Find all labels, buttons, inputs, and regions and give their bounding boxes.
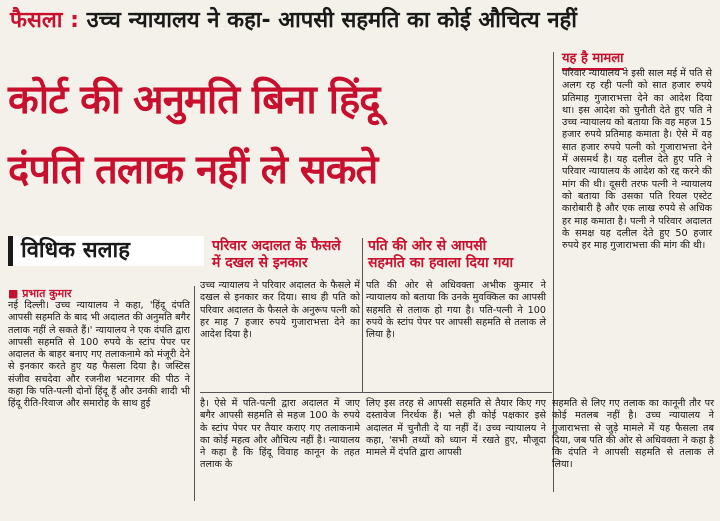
subheading-1 [212, 238, 341, 272]
subheading-1-line-2: में दखल से इनकार [212, 255, 308, 271]
article-bottom-4: सहमति से लिए गए तलाक का कानूनी तौर पर कोई मतलब नहीं है। उच्च न्यायालय ने गुजाराभत्ता से जुड़े मामले में यह फैसला तब दिया, जब पति की ओर से अधिवक्ता ने कहा है कि दंपति ने आपसी सहमति से तलाक ले लिया। [552, 398, 714, 471]
category-tag: विधिक सलाह [8, 236, 204, 266]
article-bottom-3: लिए इस तरह से आपसी सहमति से तैयार किए गए दस्तावेज निरर्थक हैं। भले ही कोई पक्षकार इसे अदालत में चुनौती दे या नहीं दें। उच्च न्यायालय ने कहा, 'सभी तथ्यों को ध्यान में रखते हुए, मौजूदा मामले में दंपति द्वारा आपसी [366, 398, 546, 459]
subheading-2-line-2: सहमति का हवाला दिया गया [368, 255, 514, 271]
section-divider [200, 392, 552, 393]
subheading-divider [362, 238, 363, 392]
headline-line-2: दंपति तलाक नहीं ले सकते [8, 147, 378, 193]
column-divider-1 [194, 286, 195, 501]
headline-line-1: कोर्ट की अनुमति बिना हिंदू [8, 77, 380, 123]
subheading-2-line-1: पति की ओर से आपसी [368, 238, 487, 254]
kicker-text: उच्च न्यायालय ने कहा- आपसी सहमति का कोई औचित्य नहीं [86, 8, 577, 33]
sidebar-title: यह है मामला [562, 48, 624, 70]
subheading-2 [368, 238, 513, 272]
article-column-3: पति की ओर से अधिवक्ता अभीक कुमार ने न्यायालय को बताया कि उनके मुवक्किल का आपसी सहमति से तलाक हो गया है। पति-पत्नी ने 100 रुपये के स्टांप पेपर पर आपसी सहमति से तलाक ले लिया है। [366, 280, 546, 341]
article-column-1: नई दिल्ली। उच्च न्यायालय ने कहा, 'हिंदू दंपति आपसी सहमति के बाद भी अदालत की अनुमति बगैर तलाक नहीं ले सकते हैं।' न्यायालय ने एक दंपति द्वारा आपसी सहमति से 100 रुपये के स्टांप पेपर पर अदालत के बाहर बनाए गए तलाकनामे को मंजूरी देने से इनकार करते हुए यह फैसला दिया है। जस्टिस संजीव सचदेवा और रजनीश भटनागर की पीठ ने कहा कि पति-पत्नी दोनों हिंदू हैं और उनकी शादी भी हिंदू रीति-रिवाज और समारोह के साथ हुई [8, 300, 190, 410]
sidebar-body: परिवार न्यायालय ने इसी साल मई में पति से अलग रह रही पत्नी को सात हजार रुपये प्रतिमाह गुजाराभत्ता देने का आदेश दिया था। इस आदेश को चुनौती देते हुए पति ने उच्च न्यायालय को बताया कि वह महज 15 हजार रुपये प्रतिमाह कमाता है। ऐसे में वह सात हजार रुपये पत्नी को गुजाराभत्ता देने में असमर्थ है। यह दलील देते हुए पति ने परिवार न्यायालय के आदेश को रद्द करने की मांग की थी। दूसरी तरफ पत्नी ने न्यायालय को बताया कि उसका पति रियल एस्टेट कारोबारी है और एक लाख रुपये से अधिक हर माह कमाता है। पत्नी ने परिवार अदालत के समक्ष यह दलील देते हुए 50 हजार रुपये हर माह गुजाराभत्ता की मांग की थी। [562, 68, 712, 252]
article-bottom-2: है। ऐसे में पति-पत्नी द्वारा अदालत में जाए बगैर आपसी सहमति से महज 100 के रुपये के स्टांप पेपर पर तैयार कराए गए तलाकनामे का कोई महत्व और औचित्य नहीं है। न्यायालय ने कहा है कि हिंदू विवाह कानून के तहत तलाक के [200, 398, 360, 471]
kicker-label: फैसला : [10, 8, 79, 33]
byline: ■ प्रभात कुमार [8, 287, 72, 300]
kicker [10, 4, 577, 34]
article-column-2: उच्च न्यायालय ने परिवार अदालत के फैसले में दखल से इनकार कर दिया। साथ ही पति को परिवार अदालत के फैसले के अनुरूप पत्नी को हर माह 7 हजार रुपये गुजाराभत्ता देने का आदेश दिया है। [200, 280, 360, 341]
subheading-1-line-1: परिवार अदालत के फैसले [212, 238, 341, 254]
